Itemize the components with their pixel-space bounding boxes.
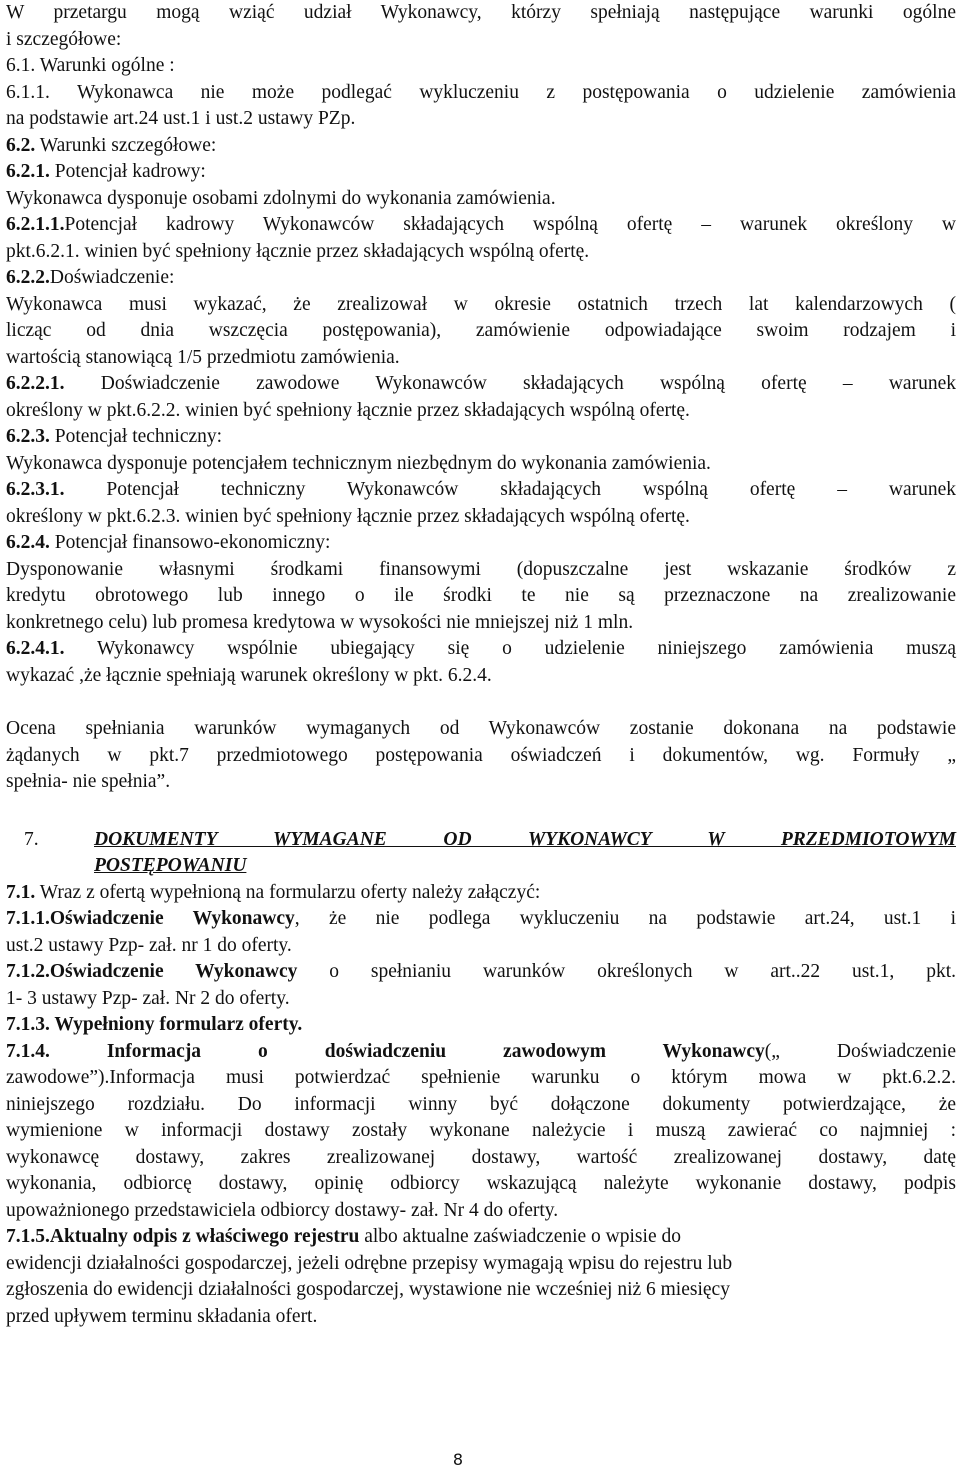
document-page xyxy=(6,0,956,1330)
section-7-1-4-cont: wykonania, odbiorcę dostawy, opinię odbiorcy wskazującą należyte wykonanie dostawy, podpis xyxy=(6,1173,956,1194)
section-6-2-4-title: 6.2.4. Potencjał finansowo-ekonomiczny: xyxy=(6,532,331,553)
section-7-1-5: 7.1.5.Aktualny odpis z właściwego rejestru albo aktualne zaświadczenie o wpisie do xyxy=(6,1226,681,1247)
section-6-1-1-cont: na podstawie art.24 ust.1 i ust.2 ustawy PZp. xyxy=(6,108,356,129)
spacer xyxy=(6,796,956,823)
section-7-title: DOKUMENTY WYMAGANE OD WYKONAWCY W PRZEDMIOTOWYM POSTĘPOWANIU xyxy=(94,828,956,876)
section-7-1-2-cont: 1- 3 ustawy Pzp- zał. Nr 2 do oferty. xyxy=(6,987,290,1009)
intro-line: i szczegółowe: xyxy=(6,28,122,50)
intro-line: W przetargu mogą wziąć udział Wykonawcy, którzy spełniają następujące warunki ogólne xyxy=(6,2,956,23)
section-6-2-2-title: 6.2.2.Doświadczenie: xyxy=(6,267,175,288)
ocena-paragraph: żądanych w pkt.7 przedmiotowego postępowania oświadczeń i dokumentów, wg. Formuły „ xyxy=(6,744,956,766)
section-7-1-4-cont: upoważnionego przedstawiciela odbiorcy dostawy- zał. Nr 4 do oferty. xyxy=(6,1199,559,1221)
section-6-2-1-text: Wykonawca dysponuje osobami zdolnymi do wykonania zamówienia. xyxy=(6,187,556,209)
section-6-2-1-1-cont: pkt.6.2.1. winien być spełniony łącznie przez składających wspólną ofertę. xyxy=(6,240,590,262)
section-6-2-4-text: kredytu obrotowego lub innego o ile środki te nie są przeznaczone na zrealizowanie xyxy=(6,585,956,606)
section-7-1-1-cont: ust.2 ustawy Pzp- zał. nr 1 do oferty. xyxy=(6,934,292,956)
section-6-2-2-1-cont: określony w pkt.6.2.2. winien być spełniony łącznie przez składających wspólną ofertę. xyxy=(6,399,690,421)
section-6-2-1-title: 6.2.1. Potencjał kadrowy: xyxy=(6,161,206,182)
section-6-2-2-1: 6.2.2.1. Doświadczenie zawodowe Wykonawców składających wspólną ofertę – warunek xyxy=(6,373,956,394)
section-6-2-4-1-cont: wykazać ,że łącznie spełniają warunek określony w pkt. 6.2.4. xyxy=(6,664,492,686)
section-7-1-2: 7.1.2.Oświadczenie Wykonawcy o spełnianiu warunków określonych w art..22 ust.1, pkt. xyxy=(6,961,956,982)
section-7-1: 7.1. Wraz z ofertą wypełnioną na formularzu oferty należy załączyć: xyxy=(6,881,541,903)
section-7-1-4-cont: wymienione w informacji dostawy zostały wykonane należycie i muszą zawierać co najmniej : xyxy=(6,1120,956,1141)
section-7-1-5-cont: przed upływem terminu składania ofert. xyxy=(6,1305,318,1327)
ocena-paragraph: spełnia- nie spełnia”. xyxy=(6,771,171,792)
section-7-number: 7. xyxy=(24,828,39,850)
section-6-2-3-1: 6.2.3.1. Potencjał techniczny Wykonawców składających wspólną ofertę – warunek xyxy=(6,479,956,500)
section-7-1-4: 7.1.4. Informacja o doświadczeniu zawodowym Wykonawcy(„ Doświadczenie xyxy=(6,1040,956,1062)
section-6-2-4-text: Dysponowanie własnymi środkami finansowymi (dopuszczalne jest wskazanie środków z xyxy=(6,558,956,580)
section-7-1-3: 7.1.3. Wypełniony formularz oferty. xyxy=(6,1014,303,1035)
section-6-2-3-title: 6.2.3. Potencjał techniczny: xyxy=(6,426,223,447)
section-7-heading xyxy=(6,827,956,880)
page-number: 8 xyxy=(452,1450,464,1469)
section-6-2-4-text: konkretnego celu) lub promesa kredytowa w wysokości nie mniejszej niż 1 mln. xyxy=(6,611,634,633)
section-6-2-3-1-cont: określony w pkt.6.2.3. winien być spełniony łącznie przez składających wspólną ofertę. xyxy=(6,505,690,527)
section-6-2-4-1: 6.2.4.1. Wykonawcy wspólnie ubiegający się o udzielenie niniejszego zamówienia muszą xyxy=(6,638,956,659)
section-6-2-2-text: wartością stanowiącą 1/5 przedmiotu zamówienia. xyxy=(6,346,400,368)
section-7-1-5-cont: ewidencji działalności gospodarczej, jeżeli odrębne przepisy wymagają wpisu do rejestru lub xyxy=(6,1252,733,1274)
section-7-1-5-cont: zgłoszenia do ewidencji działalności gospodarczej, wystawione nie wcześniej niż 6 miesięcy xyxy=(6,1279,730,1300)
section-7-1-4-cont: wykonawcę dostawy, zakres zrealizowanej dostawy, wartość zrealizowanej dostawy, datę xyxy=(6,1146,956,1168)
section-6-2-title: 6.2. Warunki szczegółowe: xyxy=(6,134,217,156)
section-6-1-1: 6.1.1. Wykonawca nie może podlegać wykluczeniu z postępowania o udzielenie zamówienia xyxy=(6,81,956,103)
section-6-2-3-text: Wykonawca dysponuje potencjałem technicznym niezbędnym do wykonania zamówienia. xyxy=(6,452,711,474)
ocena-paragraph: Ocena spełniania warunków wymaganych od Wykonawców zostanie dokonana na podstawie xyxy=(6,718,956,739)
section-7-1-4-cont: niniejszego rozdziału. Do informacji winny być dołączone dokumenty potwierdzające, że xyxy=(6,1093,956,1115)
section-7-1-1: 7.1.1.Oświadczenie Wykonawcy, że nie podlega wykluczeniu na podstawie art.24, ust.1 i xyxy=(6,908,956,929)
section-7-1-4-cont: zawodowe”).Informacja musi potwierdzać spełnienie warunku o którym mowa w pkt.6.2.2. xyxy=(6,1067,956,1088)
spacer xyxy=(6,689,956,716)
section-6-2-2-text: Wykonawca musi wykazać, że zrealizował w okresie ostatnich trzech lat kalendarzowych ( xyxy=(6,293,956,315)
section-6-2-2-text: licząc od dnia wszczęcia postępowania), zamówienie odpowiadające swoim rodzajem i xyxy=(6,320,956,341)
section-6-1-title: 6.1. Warunki ogólne : xyxy=(6,55,175,76)
section-6-2-1-1: 6.2.1.1.Potencjał kadrowy Wykonawców składających wspólną ofertę – warunek określony w xyxy=(6,214,956,235)
